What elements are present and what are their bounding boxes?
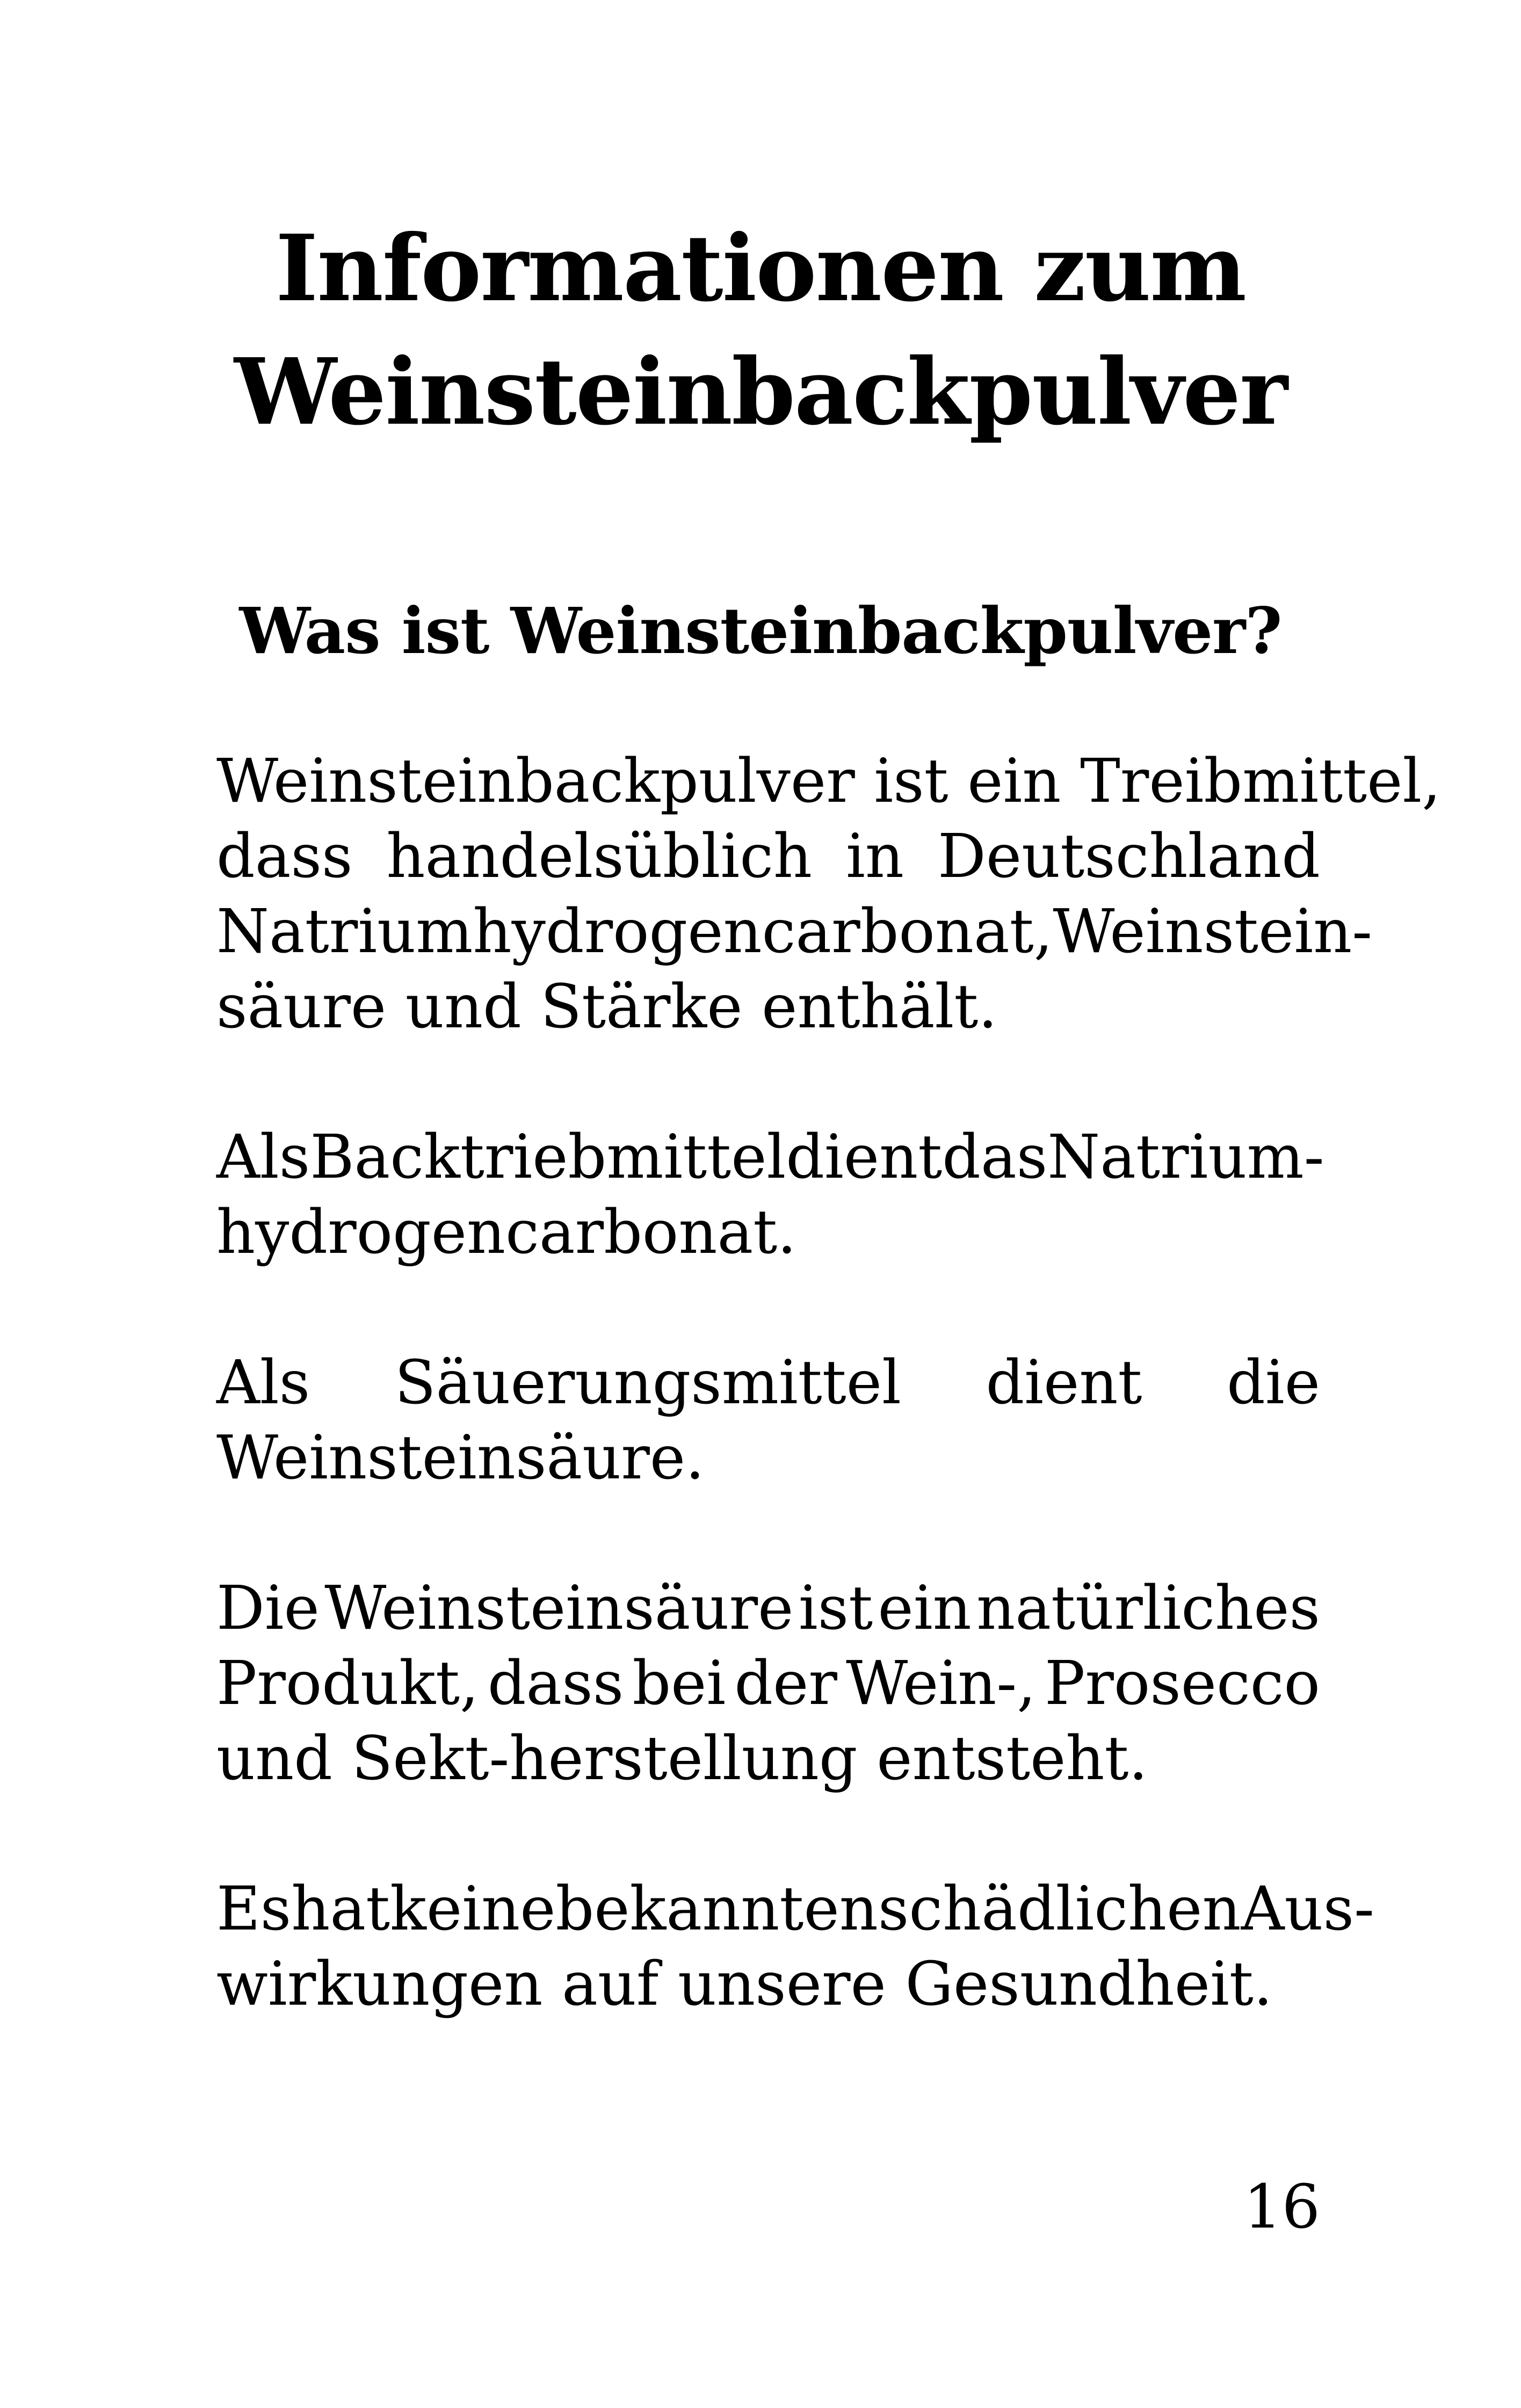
paragraph-3-line-1: Als Säuerungsmittel dient die [216, 1348, 1320, 1418]
paragraph-1-line-4: säure und Stärke enthält. [216, 972, 997, 1042]
paragraph-5 [216, 1872, 1374, 2022]
paragraph-3 [216, 1345, 1320, 1496]
paragraph-5-line-1: Es hat keine bekannten schädlichen Aus- [216, 1874, 1374, 1944]
page-number: 16 [1243, 2172, 1320, 2242]
paragraph-2-line-2: hydrogencarbonat. [216, 1198, 796, 1267]
paragraph-5-line-2: wirkungen auf unsere Gesundheit. [216, 1949, 1273, 2019]
paragraph-2 [216, 1120, 1324, 1270]
page-title-line-2: Weinsteinbackpulver [234, 338, 1287, 446]
paragraph-4-line-3: und Sekt-herstellung entsteht. [216, 1724, 1148, 1794]
paragraph-1 [216, 744, 1441, 1045]
paragraph-2-line-1: Als Backtriebmittel dient das Natrium- [216, 1122, 1324, 1192]
paragraph-3-line-2: Weinsteinsäure. [216, 1423, 705, 1493]
paragraph-4-line-2: Produkt, dass bei der Wein-, Prosecco [216, 1649, 1320, 1718]
paragraph-4-line-1: Die Weinsteinsäure ist ein natürliches [216, 1573, 1320, 1643]
paragraph-4 [216, 1571, 1320, 1796]
paragraph-1-line-3: Natriumhydrogencarbonat, Weinstein- [216, 897, 1373, 967]
paragraph-1-line-2: dass handelsüblich in Deutschland [216, 822, 1320, 891]
section-heading: Was ist Weinsteinbackpulver? [239, 593, 1282, 668]
paragraph-1-line-1: Weinsteinbackpulver ist ein Treibmittel, [216, 746, 1441, 816]
page-title-line-1: Informationen zum [275, 215, 1246, 322]
page-title [0, 207, 1521, 454]
